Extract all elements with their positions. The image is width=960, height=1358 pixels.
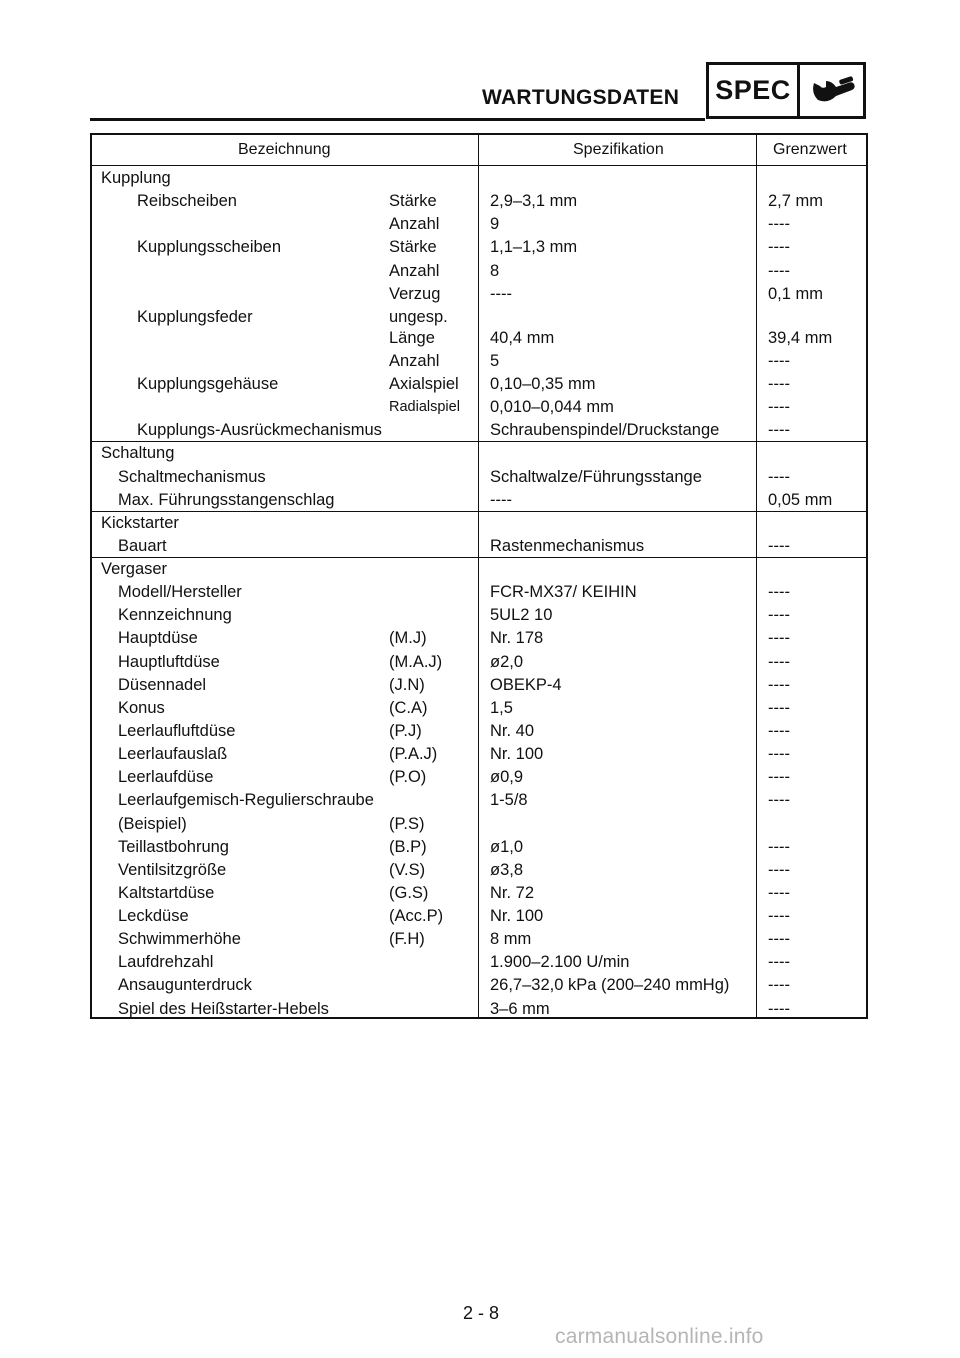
item-qualifier: (V.S) bbox=[389, 861, 426, 879]
title-underline bbox=[90, 118, 705, 121]
spec-value: 5UL2 10 bbox=[490, 606, 553, 624]
item-label: Hauptluftdüse bbox=[118, 653, 220, 671]
item-qualifier: Anzahl bbox=[389, 215, 440, 233]
limit-value: ---- bbox=[768, 791, 790, 809]
limit-value: ---- bbox=[768, 398, 790, 416]
item-qualifier: Axialspiel bbox=[389, 375, 459, 393]
item-qualifier: (P.J) bbox=[389, 722, 422, 740]
spec-value: Nr. 100 bbox=[490, 907, 544, 925]
limit-value: ---- bbox=[768, 676, 790, 694]
item-label: Kaltstartdüse bbox=[118, 884, 215, 902]
spec-value: OBEKP-4 bbox=[490, 676, 562, 694]
header-bezeichnung: Bezeichnung bbox=[238, 141, 331, 158]
section-title: Kickstarter bbox=[101, 514, 179, 532]
column-divider bbox=[756, 135, 757, 1017]
item-label: Leckdüse bbox=[118, 907, 189, 925]
item-qualifier: (Acc.P) bbox=[389, 907, 444, 925]
limit-value: ---- bbox=[768, 421, 790, 439]
spec-value: 8 bbox=[490, 262, 500, 280]
item-qualifier: Anzahl bbox=[389, 262, 440, 280]
spec-value: ø0,9 bbox=[490, 768, 524, 786]
spec-value: Schaltwalze/Führungsstange bbox=[490, 468, 702, 486]
spec-value: 26,7–32,0 kPa (200–240 mmHg) bbox=[490, 976, 730, 994]
item-qualifier: (M.A.J) bbox=[389, 653, 443, 671]
item-qualifier: Stärke bbox=[389, 238, 437, 256]
limit-value: ---- bbox=[768, 907, 790, 925]
item-label: Laufdrehzahl bbox=[118, 953, 214, 971]
spec-badge bbox=[706, 62, 866, 119]
item-label: Bauart bbox=[118, 537, 167, 555]
wrench-icon bbox=[800, 65, 863, 116]
limit-value: ---- bbox=[768, 953, 790, 971]
spec-value: 1-5/8 bbox=[490, 791, 528, 809]
limit-value: ---- bbox=[768, 768, 790, 786]
item-label: Konus bbox=[118, 699, 165, 717]
spec-value: Rastenmechanismus bbox=[490, 537, 645, 555]
spec-value: Nr. 178 bbox=[490, 629, 544, 647]
spec-value: FCR-MX37/ KEIHIN bbox=[490, 583, 637, 601]
item-label: Leerlaufluftdüse bbox=[118, 722, 236, 740]
item-label: Kupplungsscheiben bbox=[137, 238, 282, 256]
spec-value: Schraubenspindel/Druckstange bbox=[490, 421, 720, 439]
section-divider bbox=[92, 441, 866, 442]
spec-value: 0,10–0,35 mm bbox=[490, 375, 596, 393]
limit-value: ---- bbox=[768, 583, 790, 601]
item-label: Ansaugunterdruck bbox=[118, 976, 252, 994]
spec-value: Nr. 100 bbox=[490, 745, 544, 763]
limit-value: 39,4 mm bbox=[768, 329, 833, 347]
spec-value: 5 bbox=[490, 352, 500, 370]
item-qualifier: Länge bbox=[389, 329, 435, 347]
item-qualifier: Verzug bbox=[389, 285, 441, 303]
limit-value: ---- bbox=[768, 884, 790, 902]
spec-value: Nr. 40 bbox=[490, 722, 535, 740]
item-label: Kupplungs-Ausrückmechanismus bbox=[137, 421, 382, 439]
limit-value: ---- bbox=[768, 629, 790, 647]
spec-value: 2,9–3,1 mm bbox=[490, 192, 578, 210]
header-grenzwert: Grenzwert bbox=[773, 141, 847, 158]
spec-value: 9 bbox=[490, 215, 500, 233]
item-label: Kupplungsgehäuse bbox=[137, 375, 279, 393]
table-header bbox=[92, 135, 866, 166]
spec-value: 1,1–1,3 mm bbox=[490, 238, 578, 256]
item-label: Kupplungsfeder bbox=[137, 308, 253, 326]
spec-label: SPEC bbox=[709, 65, 800, 116]
limit-value: ---- bbox=[768, 1000, 790, 1018]
limit-value: ---- bbox=[768, 215, 790, 233]
limit-value: ---- bbox=[768, 838, 790, 856]
limit-value: ---- bbox=[768, 861, 790, 879]
spec-value: ---- bbox=[490, 285, 512, 303]
limit-value: ---- bbox=[768, 468, 790, 486]
item-label: Düsennadel bbox=[118, 676, 207, 694]
item-qualifier: ungesp. bbox=[389, 308, 448, 326]
limit-value: 0,1 mm bbox=[768, 285, 824, 303]
item-qualifier: (J.N) bbox=[389, 676, 425, 694]
item-qualifier: (F.H) bbox=[389, 930, 425, 948]
item-label: Reibscheiben bbox=[137, 192, 237, 210]
item-label: Leerlaufauslaß bbox=[118, 745, 228, 763]
item-qualifier: (G.S) bbox=[389, 884, 429, 902]
watermark: carmanualsonline.info bbox=[555, 1325, 764, 1348]
spec-value: 8 mm bbox=[490, 930, 532, 948]
spec-value: 40,4 mm bbox=[490, 329, 555, 347]
item-label: Spiel des Heißstarter-Hebels bbox=[118, 1000, 329, 1018]
page-title: WARTUNGSDATEN bbox=[482, 86, 680, 109]
header-spezifikation: Spezifikation bbox=[573, 141, 664, 158]
item-label: Ventilsitzgröße bbox=[118, 861, 227, 879]
spec-value: ø2,0 bbox=[490, 653, 524, 671]
limit-value: ---- bbox=[768, 262, 790, 280]
spec-value: ø1,0 bbox=[490, 838, 524, 856]
spec-value: 0,010–0,044 mm bbox=[490, 398, 614, 416]
item-label: Max. Führungsstangenschlag bbox=[118, 491, 335, 509]
item-label: Leerlaufgemisch-Regulierschraube bbox=[118, 791, 374, 809]
item-qualifier: (B.P) bbox=[389, 838, 427, 856]
limit-value: ---- bbox=[768, 930, 790, 948]
item-qualifier: Stärke bbox=[389, 192, 437, 210]
item-label: Modell/Hersteller bbox=[118, 583, 242, 601]
limit-value: ---- bbox=[768, 537, 790, 555]
limit-value: ---- bbox=[768, 976, 790, 994]
item-qualifier: (P.S) bbox=[389, 815, 425, 833]
limit-value: ---- bbox=[768, 722, 790, 740]
column-divider bbox=[478, 135, 479, 1017]
spec-table bbox=[90, 133, 868, 1019]
page-number: 2 - 8 bbox=[463, 1303, 500, 1323]
item-qualifier: (C.A) bbox=[389, 699, 428, 717]
section-divider bbox=[92, 557, 866, 558]
limit-value: ---- bbox=[768, 699, 790, 717]
item-qualifier: Anzahl bbox=[389, 352, 440, 370]
limit-value: ---- bbox=[768, 238, 790, 256]
item-label: Kennzeichnung bbox=[118, 606, 232, 624]
item-label: Teillastbohrung bbox=[118, 838, 229, 856]
spec-value: Nr. 72 bbox=[490, 884, 535, 902]
section-title: Vergaser bbox=[101, 560, 168, 578]
spec-value: 1.900–2.100 U/min bbox=[490, 953, 630, 971]
limit-value: ---- bbox=[768, 745, 790, 763]
limit-value: ---- bbox=[768, 352, 790, 370]
limit-value: ---- bbox=[768, 375, 790, 393]
section-divider bbox=[92, 511, 866, 512]
spec-value: ---- bbox=[490, 491, 512, 509]
item-label: Schaltmechanismus bbox=[118, 468, 266, 486]
item-qualifier: (P.O) bbox=[389, 768, 427, 786]
item-label: (Beispiel) bbox=[118, 815, 187, 833]
item-label: Leerlaufdüse bbox=[118, 768, 214, 786]
limit-value: 2,7 mm bbox=[768, 192, 824, 210]
spec-value: 3–6 mm bbox=[490, 1000, 550, 1018]
limit-value: ---- bbox=[768, 653, 790, 671]
spec-value: ø3,8 bbox=[490, 861, 524, 879]
limit-value: 0,05 mm bbox=[768, 491, 833, 509]
item-label: Schwimmerhöhe bbox=[118, 930, 241, 948]
limit-value: ---- bbox=[768, 606, 790, 624]
item-qualifier: (P.A.J) bbox=[389, 745, 438, 763]
item-qualifier: Radialspiel bbox=[389, 399, 460, 415]
section-title: Schaltung bbox=[101, 444, 175, 462]
item-label: Hauptdüse bbox=[118, 629, 198, 647]
item-qualifier: (M.J) bbox=[389, 629, 427, 647]
spec-value: 1,5 bbox=[490, 699, 513, 717]
section-title: Kupplung bbox=[101, 169, 171, 187]
